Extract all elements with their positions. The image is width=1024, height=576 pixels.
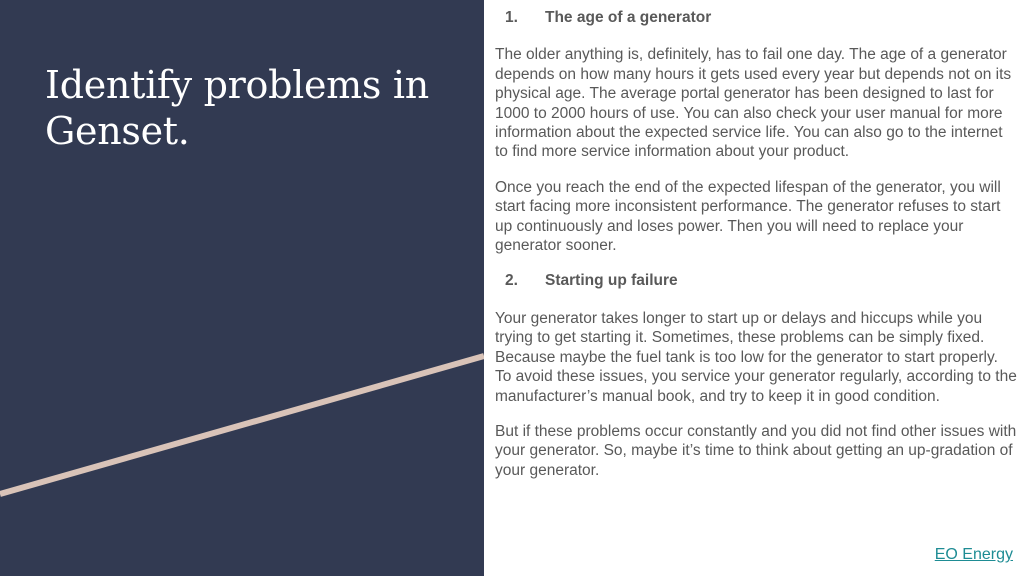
section-heading-age	[505, 8, 1017, 27]
eo-energy-link[interactable]: EO Energy	[934, 546, 1013, 563]
section-number: 2.	[505, 272, 518, 290]
section-heading-text: The age of a generator	[545, 9, 712, 26]
slide-title: Identify problems in Genset.	[45, 63, 429, 153]
paragraph: Once you reach the end of the expected lifespan of the generator, you will start facing more inconsistent performance. The generator refuses to start up continuously and loses power. Then you will need to replace your generator sooner.	[495, 178, 1001, 255]
section-heading-text: Starting up failure	[545, 272, 678, 290]
content-area	[495, 8, 1017, 568]
paragraph: The older anything is, definitely, has to fail one day. The age of a generator depends on how many hours it gets used every year but depends not on its physical age. The average portal generator has been designed to last for 1000 to 2000 hours of use. You can also check your user manual for more information about the expected service life. You can also go to the internet to find more service information about your product.	[495, 46, 1012, 161]
section-number: 1.	[505, 9, 518, 26]
paragraph: But if these problems occur constantly and you did not find other issues with your generator. So, maybe it’s time to think about getting an up-gradation of your generator.	[495, 422, 1017, 479]
title-panel	[0, 0, 484, 576]
paragraph: Your generator takes longer to start up or delays and hiccups while you trying to get starting it. Sometimes, these problems can be simply fixed. Because maybe the fuel tank is too low for the generator to start properly. To avoid these issues, you service your generator regularly, according to the manufacturer’s manual book, and try to keep it in good condition.	[495, 309, 1017, 405]
section-heading-startup	[505, 271, 1017, 290]
